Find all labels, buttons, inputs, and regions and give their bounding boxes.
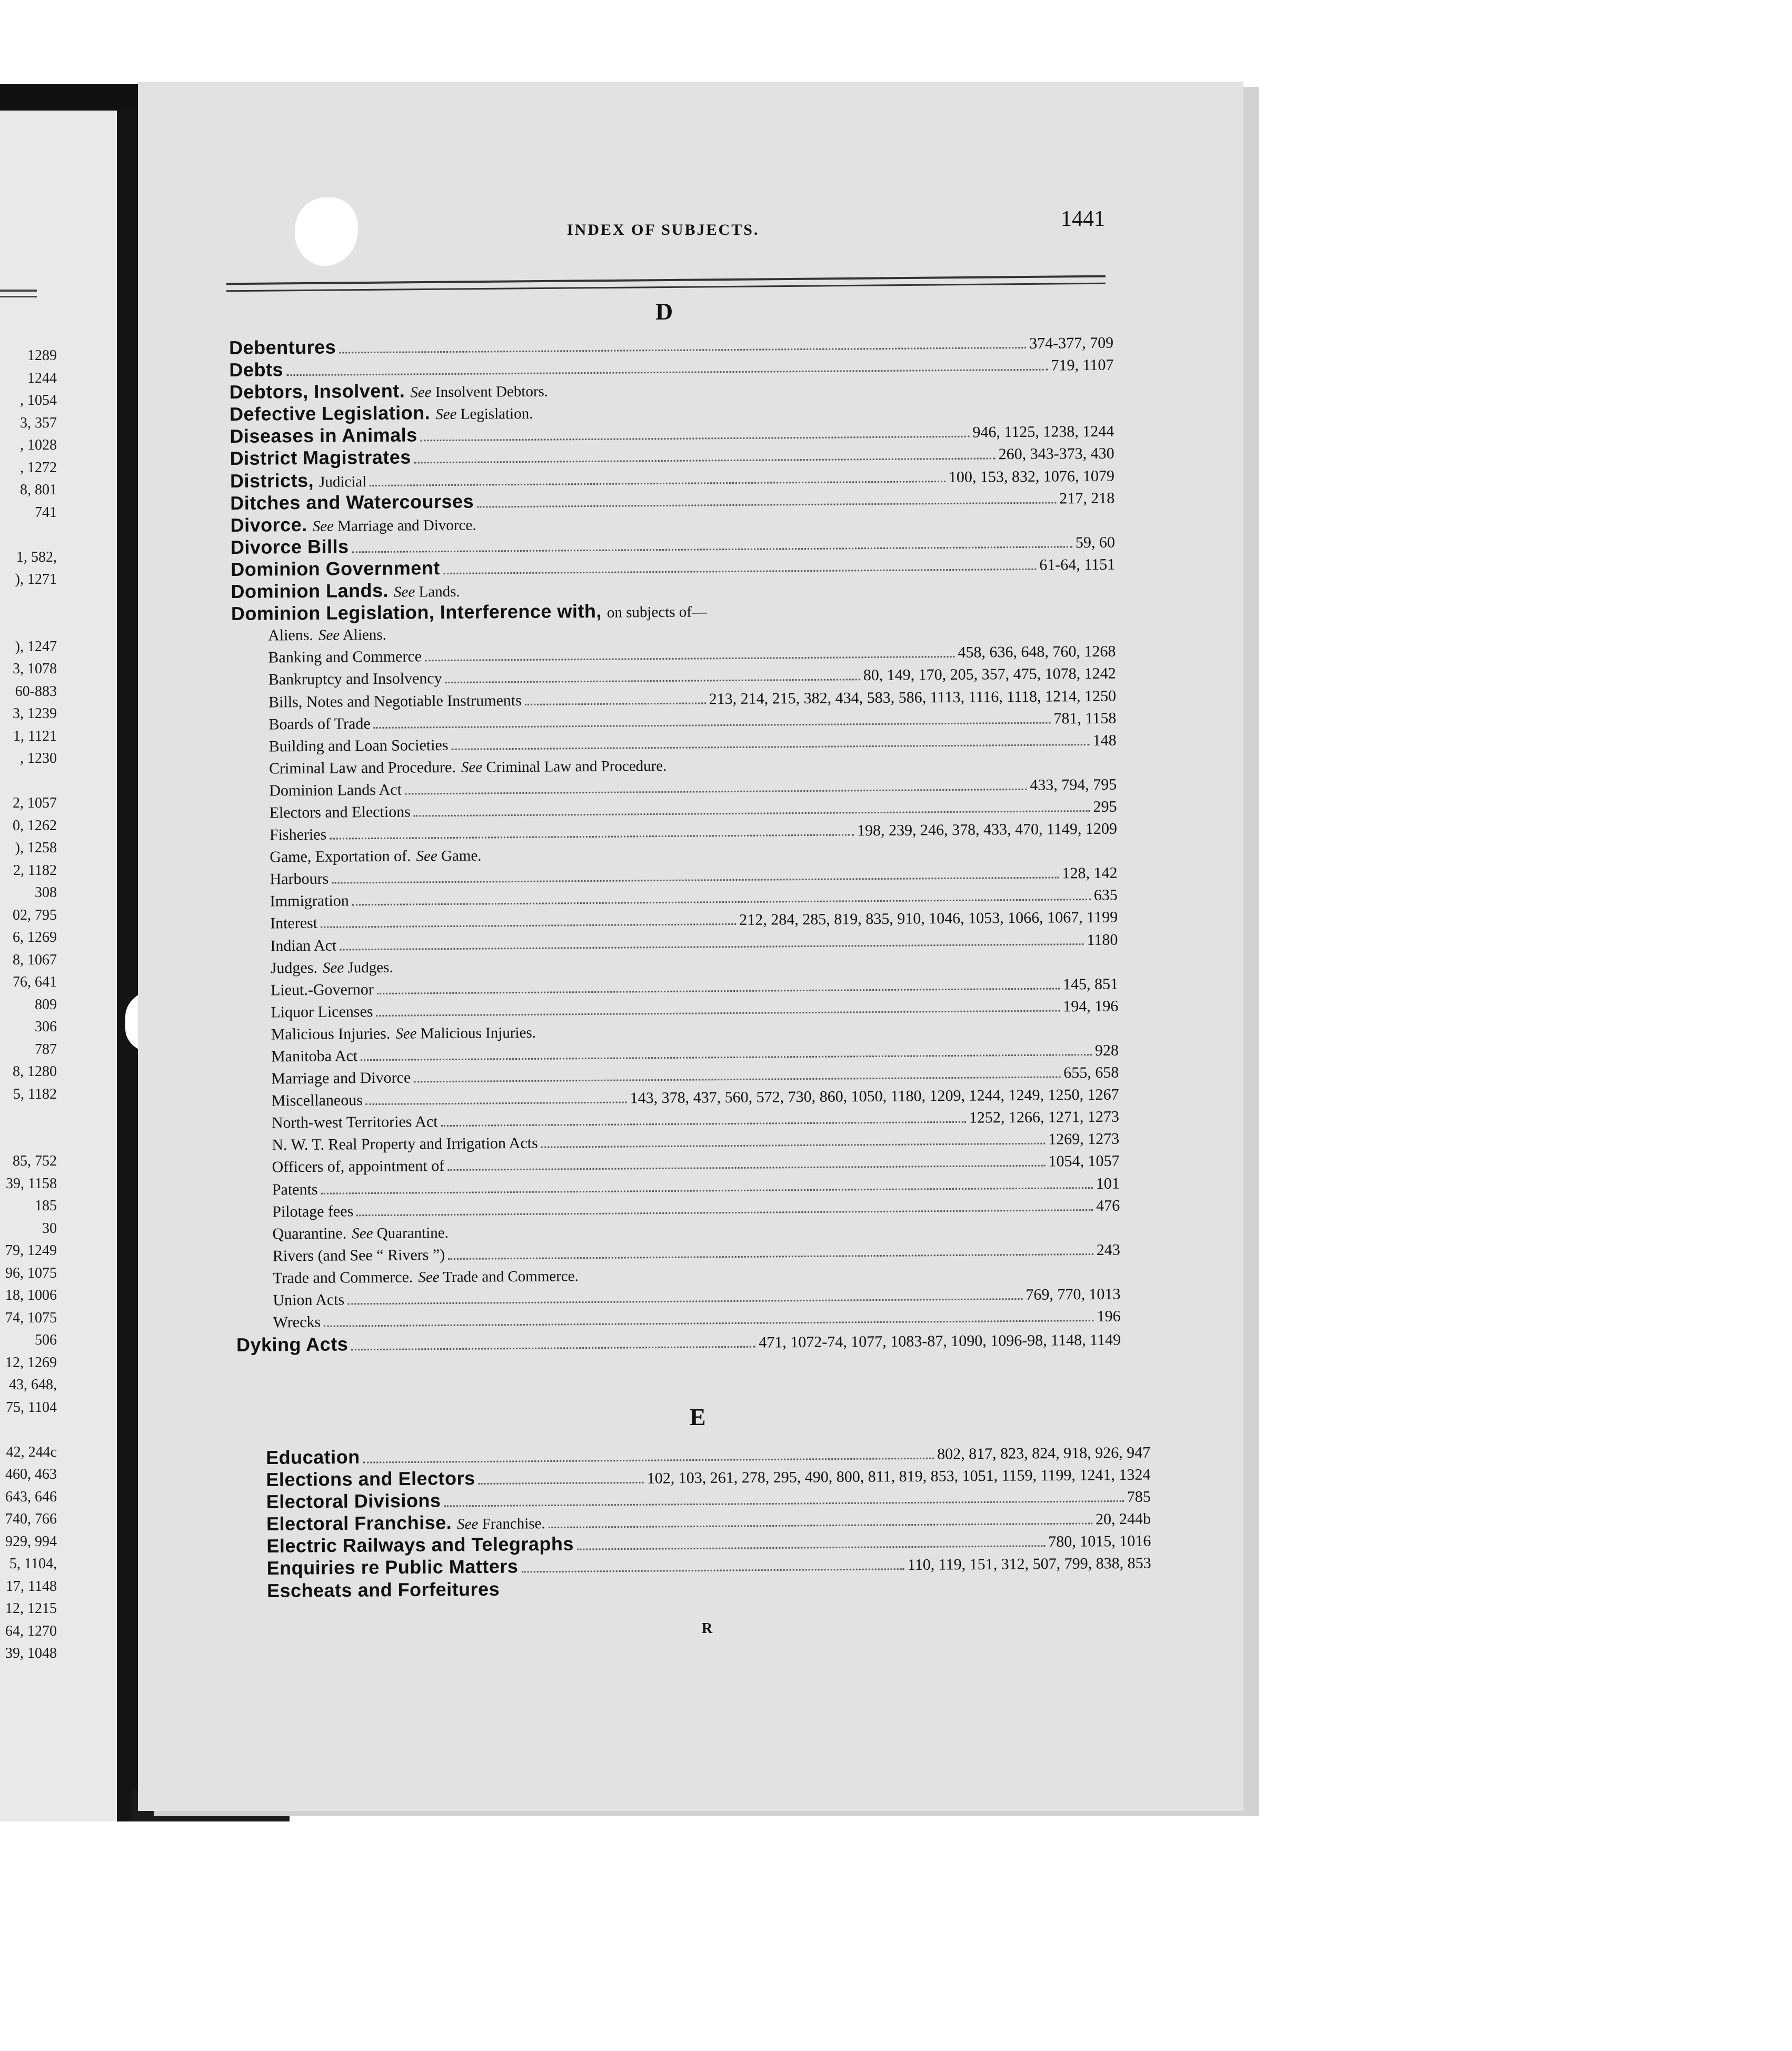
left-page-number: ), 1247 (15, 638, 57, 655)
entry-pages: 374-377, 709 (1029, 334, 1114, 352)
see-reference: See (318, 626, 340, 644)
left-page-number: 75, 1104 (6, 1399, 57, 1416)
dot-leader (286, 369, 1048, 376)
entry-term: Game, Exportation of. (270, 847, 411, 866)
left-page-number: 12, 1215 (5, 1600, 57, 1617)
see-reference: See (312, 517, 334, 535)
dot-leader (321, 1187, 1093, 1194)
entry-term: District Magistrates (230, 446, 411, 470)
entry-pages: 785 (1127, 1488, 1151, 1506)
left-page-number: 643, 646 (5, 1488, 57, 1505)
entry-note-text: Judicial (318, 473, 367, 491)
left-page-number: 3, 1239 (13, 705, 57, 722)
left-page-number: 74, 1075 (5, 1309, 57, 1326)
dot-leader (374, 722, 1051, 728)
dot-leader (441, 1121, 966, 1127)
entry-term: Lieut.-Governor (270, 980, 374, 999)
left-page-number: 43, 648, (9, 1377, 57, 1393)
entry-term: Electoral Franchise. (266, 1511, 452, 1535)
entry-note (352, 1222, 449, 1244)
entry-term: Wrecks (273, 1313, 321, 1331)
entry-pages: 212, 284, 285, 819, 835, 910, 1046, 1053, 1066, 1067, 1199 (739, 909, 1118, 929)
section-letter-d: D (655, 298, 673, 325)
entry-note (395, 1022, 536, 1045)
left-page-number: 3, 357 (20, 414, 57, 431)
entry-note-text: Game. (441, 847, 482, 865)
left-page-number: 741 (35, 504, 57, 521)
entry-term: Electors and Elections (269, 803, 411, 822)
entry-term: Debentures (229, 336, 336, 359)
left-page-number: , 1230 (20, 750, 57, 766)
running-head: INDEX OF SUBJECTS. (567, 221, 760, 238)
entry-term: Debtors, Insolvent. (229, 380, 405, 403)
dot-leader (425, 656, 954, 661)
left-page-rule (0, 296, 37, 297)
entry-term: Dominion Lands Act (269, 781, 402, 800)
entry-pages: 1252, 1266, 1271, 1273 (969, 1108, 1120, 1127)
dot-leader (479, 1482, 644, 1485)
dot-leader (541, 1143, 1046, 1148)
dot-leader (405, 789, 1027, 795)
entry-note-text: Marriage and Divorce. (337, 516, 476, 535)
entry-term: Building and Loan Societies (268, 736, 449, 755)
left-page-number: 39, 1048 (5, 1645, 57, 1661)
see-reference: See (461, 759, 483, 776)
page-edge (1243, 92, 1259, 1808)
left-page-number (0, 591, 57, 614)
dot-leader (361, 1054, 1092, 1061)
dot-leader (443, 569, 1037, 574)
page-number: 1441 (1061, 207, 1105, 231)
entry-pages: 100, 153, 832, 1076, 1079 (948, 467, 1115, 486)
entry-pages: 635 (1093, 887, 1118, 904)
entry-term: Debts (229, 359, 284, 381)
entry-term: Dyking Acts (236, 1333, 349, 1356)
entry-term: N. W. T. Real Property and Irrigation Acts (272, 1134, 538, 1154)
entry-pages: 655, 658 (1063, 1063, 1119, 1082)
entry-term: Malicious Injuries. (271, 1024, 391, 1043)
left-page-number: 18, 1006 (5, 1287, 57, 1303)
dot-leader (525, 702, 706, 705)
entry-pages: 128, 142 (1062, 864, 1118, 882)
dot-leader (332, 877, 1059, 884)
left-page-number: 02, 795 (13, 907, 57, 923)
entry-note-text: Judges. (347, 959, 393, 977)
left-page-number: 1244 (27, 370, 57, 386)
left-page-number: ), 1258 (15, 840, 57, 856)
entry-term: Fisheries (269, 825, 327, 844)
entry-note (416, 845, 481, 868)
left-page-number: 12, 1269 (5, 1354, 57, 1371)
entry-pages: 20, 244b (1095, 1510, 1151, 1528)
entry-term: Electric Railways and Telegraphs (266, 1533, 574, 1557)
left-page-number (0, 524, 57, 546)
see-reference: See (393, 583, 415, 601)
entry-pages: 433, 794, 795 (1030, 775, 1117, 794)
entry-pages: 217, 218 (1059, 489, 1115, 507)
entry-term: Escheats and Forfeitures (266, 1578, 500, 1601)
dot-leader (351, 1346, 755, 1351)
entry-term: Education (266, 1446, 360, 1468)
left-page-number (0, 770, 57, 793)
entry-pages: 295 (1093, 798, 1117, 815)
left-page-number: 3, 1078 (13, 661, 57, 677)
dot-leader (414, 810, 1090, 817)
left-page-number: 740, 766 (5, 1511, 57, 1527)
left-page-number: 185 (35, 1198, 57, 1214)
dot-leader (330, 834, 854, 839)
see-reference: See (418, 1269, 440, 1286)
entry-note (394, 581, 460, 603)
entry-term: Harbours (270, 870, 329, 888)
left-page-number: 2, 1057 (13, 795, 57, 811)
section-letter-e: E (690, 1403, 706, 1430)
dot-leader (363, 1458, 934, 1463)
entry-pages: 769, 770, 1013 (1026, 1285, 1121, 1303)
entry-note-text: Quarantine. (376, 1224, 449, 1242)
entry-term: Divorce. (230, 513, 307, 536)
entry-note (607, 601, 707, 623)
entry-term: Banking and Commerce (268, 648, 422, 666)
entry-pages: 476 (1096, 1197, 1120, 1214)
entry-note (457, 1512, 545, 1535)
entry-note-text: Insolvent Debtors. (435, 383, 549, 401)
entry-pages: 110, 119, 151, 312, 507, 799, 838, 853 (907, 1555, 1151, 1574)
entry-note (323, 956, 393, 979)
left-page-number: 2, 1182 (13, 862, 57, 879)
left-page-number (0, 1106, 57, 1128)
entry-pages: 458, 636, 648, 760, 1268 (958, 642, 1116, 662)
signature-mark: R (702, 1620, 713, 1637)
entry-note (418, 1265, 579, 1288)
entry-note-text: Criminal Law and Procedure. (486, 757, 667, 776)
left-page-number: 76, 641 (13, 974, 57, 990)
left-page-number: ), 1271 (15, 571, 57, 588)
entry-term: Interest (270, 914, 318, 932)
entry-pages: 780, 1015, 1016 (1048, 1532, 1151, 1551)
dot-leader (366, 1102, 627, 1106)
entry-note (410, 381, 548, 404)
entry-term: Divorce Bills (230, 535, 349, 558)
entry-note-text: Lands. (419, 583, 460, 601)
see-reference: See (457, 1516, 479, 1533)
left-page-number: 8, 801 (20, 482, 57, 498)
entry-term: Rivers (and See “ Rivers ”) (272, 1246, 445, 1265)
left-page-number (0, 1419, 57, 1441)
dot-leader (324, 1320, 1094, 1327)
entry-term: Trade and Commerce. (272, 1268, 413, 1287)
left-page-number: 809 (35, 996, 57, 1013)
dot-leader (377, 988, 1060, 994)
left-page-number: 506 (35, 1332, 57, 1348)
entry-pages: 101 (1096, 1174, 1120, 1192)
entry-pages: 102, 103, 261, 278, 295, 490, 800, 811, 819, 853, 1051, 1159, 1199, 1241, 1324 (646, 1466, 1151, 1487)
entry-term: North-west Territories Act (271, 1113, 438, 1132)
dot-leader (414, 1077, 1060, 1083)
dot-leader (448, 1253, 1093, 1260)
dot-leader (445, 679, 860, 684)
dot-leader (444, 1500, 1123, 1507)
left-page-number: 5, 1104, (9, 1556, 57, 1572)
entry-pages: 946, 1125, 1238, 1244 (972, 423, 1114, 442)
dot-leader (352, 899, 1091, 905)
left-page-number (0, 1128, 57, 1151)
dot-leader (477, 502, 1056, 507)
entry-pages: 1269, 1273 (1048, 1130, 1120, 1149)
left-page-number: 8, 1280 (13, 1063, 57, 1080)
dot-leader (356, 1209, 1093, 1216)
entry-pages: 719, 1107 (1051, 356, 1114, 374)
dot-leader (376, 1010, 1060, 1017)
entry-term: Liquor Licenses (271, 1002, 373, 1021)
dot-leader (340, 943, 1083, 950)
entry-term: Enquiries re Public Matters (266, 1555, 519, 1579)
left-page-number-column (0, 345, 57, 1665)
entry-note-text: on subjects of— (606, 603, 708, 621)
left-page-number: , 1054 (20, 392, 57, 409)
entry-note-text: Aliens. (342, 626, 386, 644)
see-reference: See (435, 406, 457, 423)
entry-pages: 59, 60 (1075, 533, 1116, 552)
entry-note (319, 471, 367, 493)
see-reference: See (395, 1025, 417, 1042)
entry-term: Bankruptcy and Insolvency (268, 670, 442, 689)
entry-note (435, 403, 533, 425)
entry-note (318, 624, 386, 646)
left-page-number: 39, 1158 (6, 1175, 57, 1192)
entry-term: Districts, (230, 469, 314, 492)
entry-pages: 243 (1096, 1241, 1120, 1259)
dot-leader (339, 347, 1026, 354)
dot-leader (521, 1569, 904, 1573)
entry-note (313, 514, 476, 537)
left-page-number: 1, 582, (16, 549, 57, 565)
left-page-number: 64, 1270 (5, 1622, 57, 1639)
entry-term: Ditches and Watercourses (230, 490, 474, 514)
entry-term: Marriage and Divorce (271, 1069, 411, 1088)
left-page-number: , 1272 (20, 459, 57, 476)
entry-term: Electoral Divisions (266, 1489, 441, 1513)
left-page-number: 42, 244c (6, 1443, 57, 1460)
entry-note (461, 755, 667, 779)
entry-pages: 148 (1092, 731, 1117, 749)
see-reference: See (322, 959, 344, 977)
entry-term: Indian Act (270, 937, 337, 954)
entry-pages: 61-64, 1151 (1039, 555, 1116, 574)
dot-leader (447, 1165, 1045, 1171)
entry-term: Dominion Legislation, Interference with, (231, 600, 602, 625)
left-page-number: 30 (42, 1220, 57, 1237)
left-page-number: 787 (35, 1041, 57, 1058)
entry-term: Judges. (270, 959, 318, 977)
entry-term: Criminal Law and Procedure. (268, 758, 456, 778)
left-page-number: 308 (35, 884, 57, 901)
left-page-number: 1289 (27, 347, 57, 364)
left-page-number: 96, 1075 (5, 1265, 57, 1281)
left-page-number: 1, 1121 (13, 728, 57, 744)
entry-term: Dominion Government (231, 557, 440, 580)
entry-term: Manitoba Act (271, 1047, 358, 1066)
left-page-number: 17, 1148 (6, 1578, 57, 1595)
entry-term: Immigration (270, 892, 349, 910)
entry-pages: 194, 196 (1063, 997, 1119, 1015)
entry-term: Miscellaneous (271, 1091, 363, 1110)
entry-pages: 145, 851 (1062, 975, 1119, 993)
left-page-number: 0, 1262 (13, 817, 57, 834)
see-reference: See (416, 848, 437, 865)
entry-pages: 1180 (1087, 931, 1118, 949)
left-page-number: 929, 994 (5, 1533, 57, 1550)
left-page-number: 8, 1067 (13, 951, 57, 968)
section-e-entries (266, 1440, 1151, 1602)
dot-leader (414, 458, 995, 464)
entry-term: Bills, Notes and Negotiable Instruments (268, 691, 522, 711)
entry-term: Quarantine. (272, 1224, 347, 1243)
entry-note-text: Legislation. (460, 405, 533, 423)
see-reference: See (410, 384, 432, 401)
left-page-number: 306 (35, 1019, 57, 1035)
entry-term: Dominion Lands. (231, 579, 389, 603)
left-page-number: , 1028 (20, 437, 57, 453)
entry-pages: 213, 214, 215, 382, 434, 583, 586, 1113, 1116, 1118, 1214, 1250 (709, 687, 1117, 708)
entry-term: Officers of, appointment of (272, 1157, 445, 1176)
entry-note-text: Malicious Injuries. (420, 1024, 536, 1042)
dot-leader (321, 923, 736, 928)
dot-leader (452, 744, 1090, 750)
entry-term: Boards of Trade (268, 714, 371, 733)
entry-pages: 928 (1094, 1041, 1119, 1059)
entry-pages: 802, 817, 823, 824, 918, 926, 947 (937, 1443, 1151, 1463)
entry-note-text: Trade and Commerce. (443, 1268, 579, 1286)
left-page-rule (0, 290, 37, 292)
entry-pages: 198, 239, 246, 378, 433, 470, 1149, 1209 (857, 820, 1118, 840)
left-page-number: 85, 752 (13, 1153, 57, 1169)
entry-pages: 143, 378, 437, 560, 572, 730, 860, 1050, 1180, 1209, 1244, 1249, 1250, 1267 (630, 1086, 1119, 1107)
dot-leader (421, 436, 970, 442)
entry-pages: 1054, 1057 (1048, 1152, 1120, 1171)
entry-term: Elections and Electors (266, 1467, 475, 1491)
entry-pages: 196 (1097, 1307, 1121, 1326)
entry-pages: 260, 343-373, 430 (998, 445, 1114, 463)
entry-pages: 471, 1072-74, 1077, 1083-87, 1090, 1096-98, 1148, 1149 (759, 1331, 1121, 1351)
see-reference: See (352, 1224, 373, 1242)
entry-pages: 781, 1158 (1053, 709, 1117, 728)
dot-leader (549, 1523, 1092, 1529)
entry-note-text: Franchise. (482, 1515, 545, 1533)
dot-leader (577, 1546, 1045, 1551)
dot-leader (370, 481, 945, 486)
left-page-number (0, 613, 57, 636)
section-d-entries (229, 331, 1121, 1357)
dot-leader (347, 1298, 1022, 1305)
entry-term: Union Acts (273, 1291, 345, 1309)
left-page-number: 460, 463 (5, 1466, 57, 1482)
entry-term: Aliens. (268, 626, 314, 644)
entry-term: Patents (272, 1180, 318, 1199)
entry-term: Diseases in Animals (230, 424, 417, 447)
left-page-number: 79, 1249 (5, 1242, 57, 1259)
entry-term: Defective Legislation. (229, 402, 431, 425)
entry-pages: 80, 149, 170, 205, 357, 475, 1078, 1242 (863, 665, 1116, 684)
entry-term: Pilotage fees (272, 1202, 354, 1221)
dot-leader (352, 546, 1072, 553)
left-page-number: 6, 1269 (13, 929, 57, 945)
left-page-number: 5, 1182 (13, 1086, 57, 1102)
left-page-number: 60-883 (15, 683, 57, 700)
